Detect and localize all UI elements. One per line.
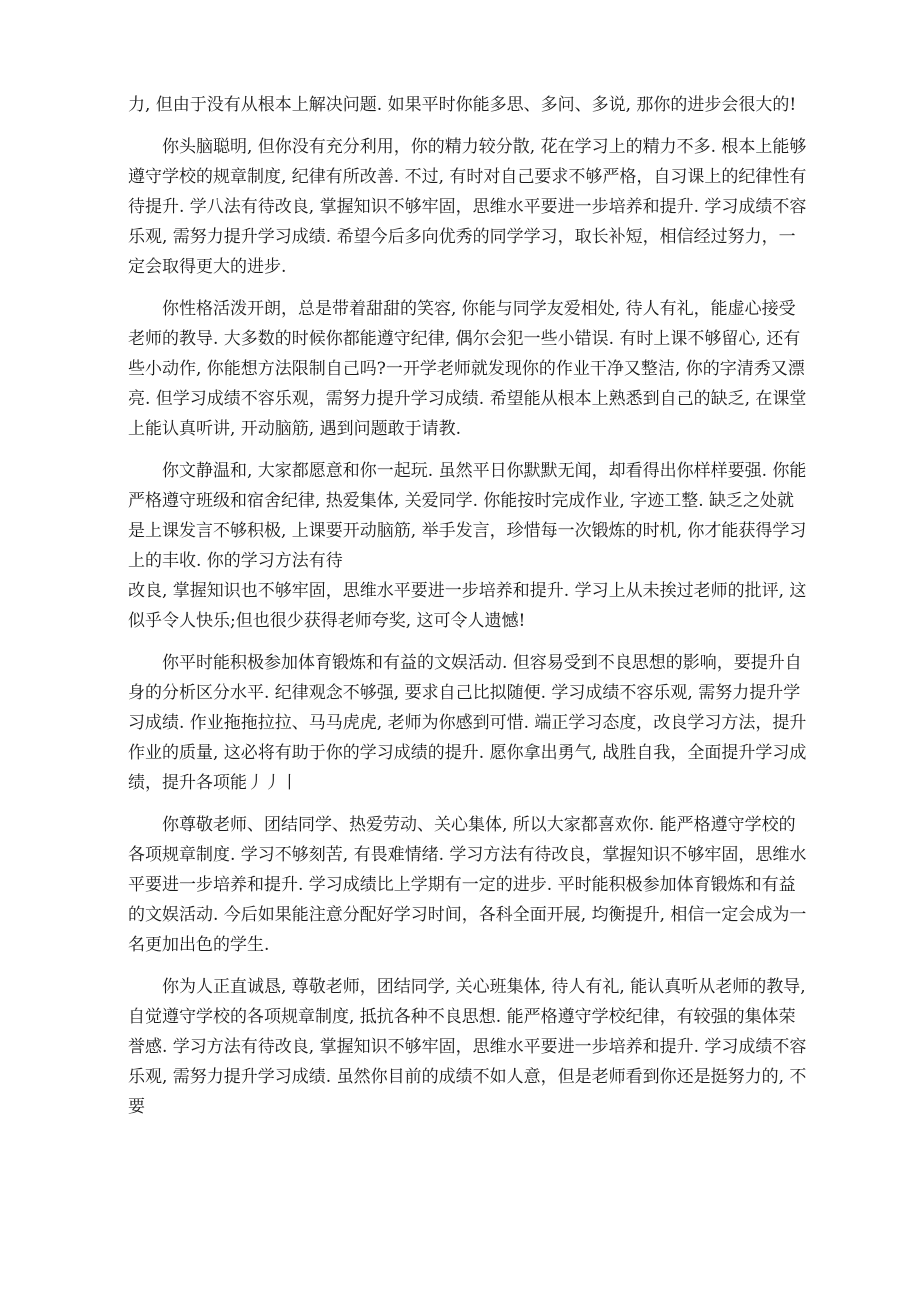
paragraph-comment-6: 你为人正直诚恳, 尊敬老师，团结同学, 关心班集体, 待人有礼, 能认真听从老师的教导, 自觉遵守学校的各项规章制度, 抵抗各种不良思想. 能严格遵守学校纪律，有较强的集体荣誉感. 学习方法有待改良, 掌握知识不够牢固，思维水平要进一步培养和提升. 学习成绩不容乐观, 需努力提升学习成绩. 虽然你目前的成绩不如人意，但是老师看到你还是挺努力的, 不要 bbox=[128, 977, 807, 1117]
paragraph-comment-5: 你尊敬老师、团结同学、热爱劳动、关心集体, 所以大家都喜欢你. 能严格遵守学校的各项规章制度. 学习不够刻苦, 有畏难情绪. 学习方法有待改良，掌握知识不够牢固，思维水平要进一步培养和提升. 学习成绩比上学期有一定的进步. 平时能积极参加体育锻炼和有益的文娱活动. 今后如果能注意分配好学习时间，各科全面开展, 均衡提升, 相信一定会成为一名更加出色的学生. bbox=[128, 815, 807, 955]
document-body bbox=[128, 90, 808, 1122]
paragraph-comment-3: 你文静温和, 大家都愿意和你一起玩. 虽然平日你默默无闻，却看得出你样样要强. 你能严格遵守班级和宿舍纪律, 热爱集体, 关爱同学. 你能按时完成作业, 字迹工整. 缺乏之处就是上课发言不够积极, 上课要开动脑筋, 举手发言，珍惜每一次锻炼的时机, 你才能获得学习上的丰收. 你的学习方法有待 bbox=[128, 461, 807, 571]
paragraph-comment-3-continued: 改良, 掌握知识也不够牢固，思维水平要进一步培养和提升. 学习上从未挨过老师的批评, 这似乎令人快乐;但也很少获得老师夸奖, 这可令人遗憾! bbox=[128, 581, 807, 631]
paragraph-comment-1: 你头脑聪明, 但你没有充分利用，你的精力较分散, 花在学习上的精力不多. 根本上能够遵守学校的规章制度, 纪律有所改善. 不过, 有时对自己要求不够严格，自习课上的纪律性有待提升. 学八法有待改良, 掌握知识不够牢固，思维水平要进一步培养和提升. 学习成绩不容乐观, 需努力提升学习成绩. 希望今后多向优秀的同学学习，取长补短，相信经过努力，一定会取得更大的进步. bbox=[128, 137, 807, 277]
paragraph-comment-2: 你性格活泼开朗，总是带着甜甜的笑容, 你能与同学友爱相处, 待人有礼，能虚心接受老师的教导. 大多数的时候你都能遵守纪律, 偶尔会犯一些小错误. 有时上课不够留心, 还有些小动作, 你能想方法限制自己吗?一开学老师就发现你的作业干净又整洁, 你的字清秀又漂亮. 但学习成绩不容乐观，需努力提升学习成绩. 希望能从根本上熟悉到自己的缺乏, 在课堂上能认真听讲, 开动脑筋, 遇到问题敢于请教. bbox=[128, 299, 807, 439]
paragraph-continuation: 力, 但由于没有从根本上解决问题. 如果平时你能多思、多问、多说, 那你的进步会很大的! bbox=[128, 95, 797, 115]
paragraph-comment-4: 你平时能积极参加体育锻炼和有益的文娱活动. 但容易受到不良思想的影响，要提升自身的分析区分水平. 纪律观念不够强, 要求自己比拟随便. 学习成绩不容乐观, 需努力提升学习成绩. 作业拖拖拉拉、马马虎虎, 老师为你感到可惜. 端正学习态度，改良学习方法，提升作业的质量, 这必将有助于你的学习成绩的提升. 愿你拿出勇气, 战胜自我，全面提升学习成绩，提升各项能丿丿丨 bbox=[128, 653, 807, 793]
